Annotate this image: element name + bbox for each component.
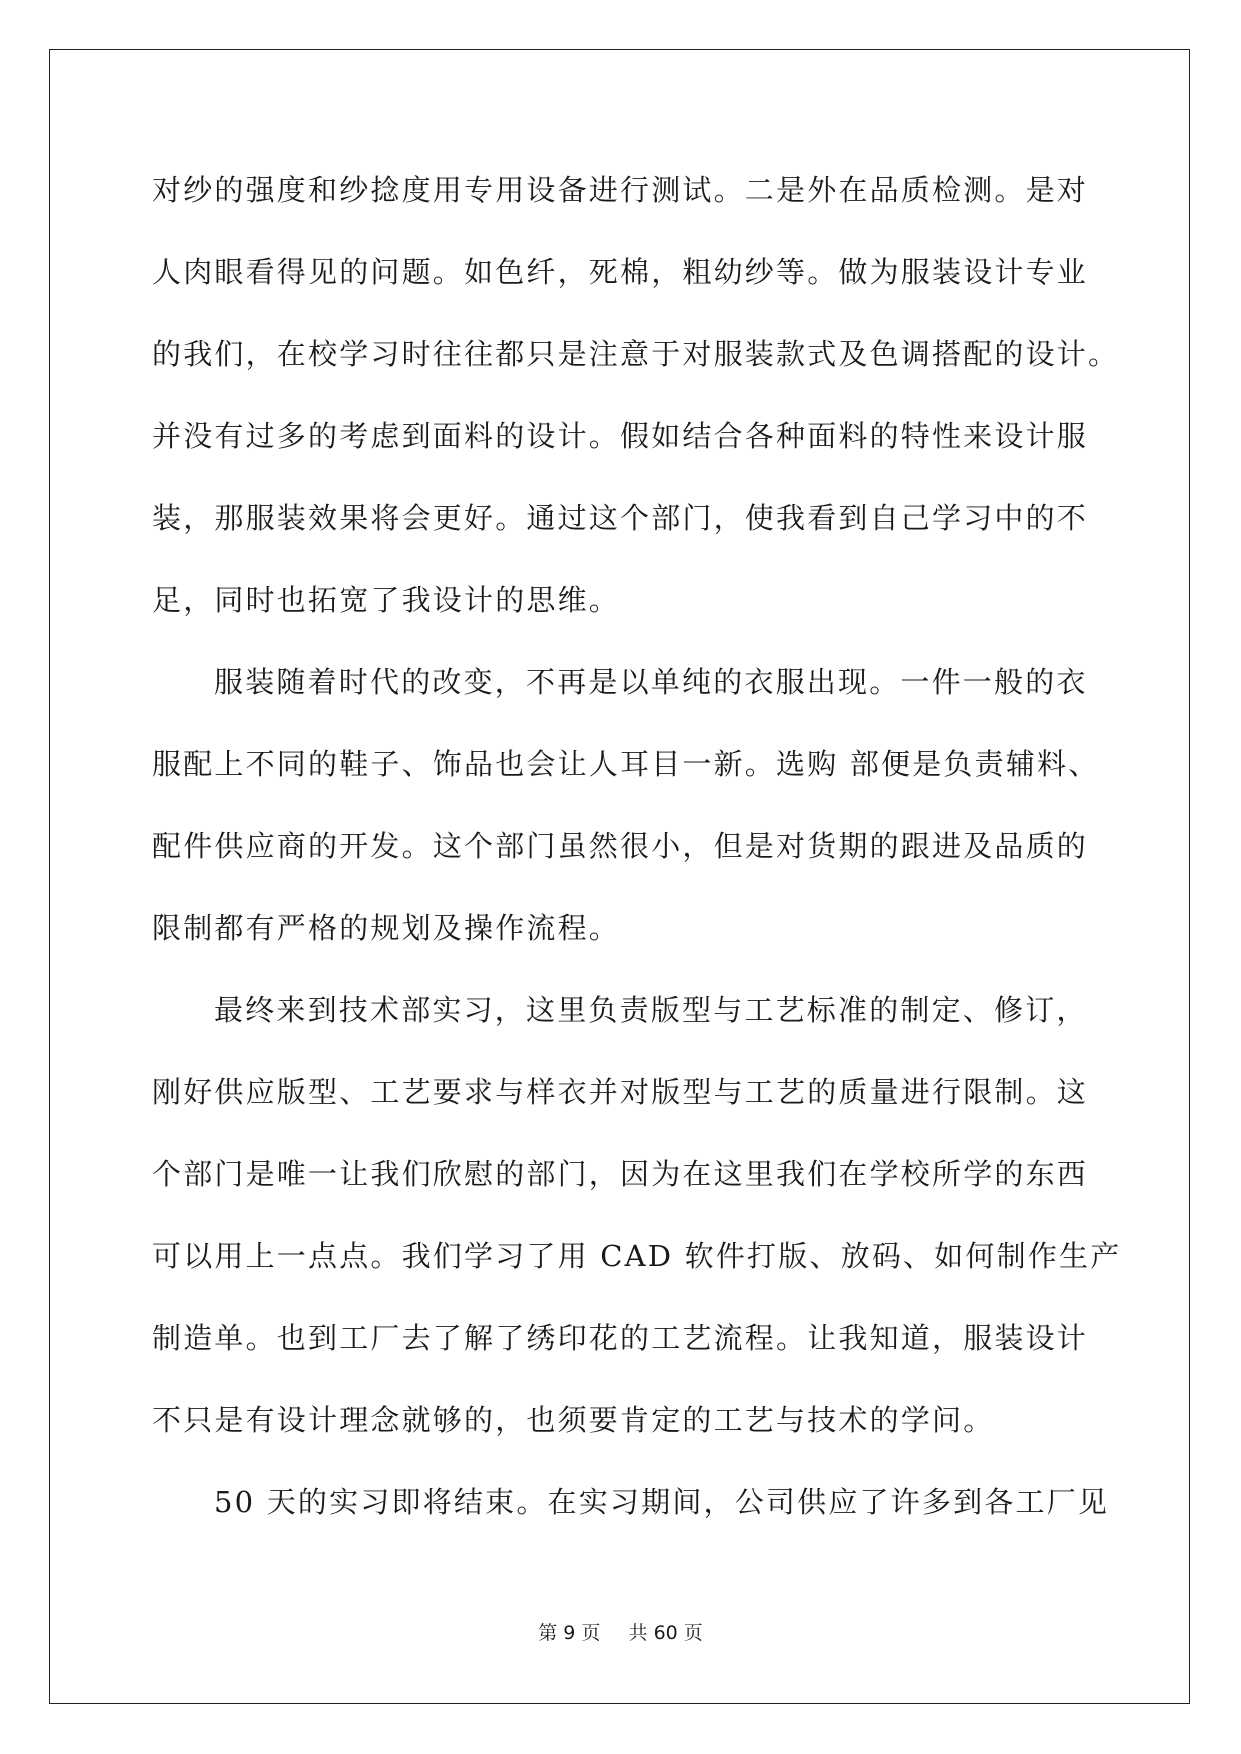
text-line: 可以用上一点点。我们学习了用 CAD 软件打版、放码、如何制作生产 [152,1239,1122,1273]
paragraph-start-line: 服装随着时代的改变，不再是以单纯的衣服出现。一件一般的衣 [214,665,1088,699]
text-line: 对纱的强度和纱捻度用专用设备进行测试。二是外在品质检测。是对 [152,173,1089,207]
text-line: 刚好供应版型、工艺要求与样衣并对版型与工艺的质量进行限制。这 [152,1075,1089,1109]
text-line: 个部门是唯一让我们欣慰的部门，因为在这里我们在学校所学的东西 [152,1157,1089,1191]
page-footer [0,1621,1241,1645]
text-line: 的我们，在校学习时往往都只是注意于对服装款式及色调搭配的设计。 [152,337,1120,371]
text-line: 限制都有严格的规划及操作流程。 [152,911,621,945]
text-line: 足，同时也拓宽了我设计的思维。 [152,583,621,617]
paragraph-start-line: 50 天的实习即将结束。在实习期间，公司供应了许多到各工厂见 [214,1485,1110,1519]
page-number: 第 9 页 [538,1622,601,1644]
text-line: 配件供应商的开发。这个部门虽然很小，但是对货期的跟进及品质的 [152,829,1089,863]
text-line: 服配上不同的鞋子、饰品也会让人耳目一新。选购 部便是负责辅料、 [152,747,1100,781]
text-line: 装，那服装效果将会更好。通过这个部门，使我看到自己学习中的不 [152,501,1089,535]
page-total: 共 60 页 [628,1622,703,1644]
text-line: 不只是有设计理念就够的，也须要肯定的工艺与技术的学问。 [152,1403,995,1437]
paragraph-start-line: 最终来到技术部实习，这里负责版型与工艺标准的制定、修订， [214,993,1088,1027]
text-line: 人肉眼看得见的问题。如色纤，死棉，粗幼纱等。做为服装设计专业 [152,255,1089,289]
text-line: 并没有过多的考虑到面料的设计。假如结合各种面料的特性来设计服 [152,419,1089,453]
text-line: 制造单。也到工厂去了解了绣印花的工艺流程。让我知道，服装设计 [152,1321,1089,1355]
page-border [49,49,1190,1704]
